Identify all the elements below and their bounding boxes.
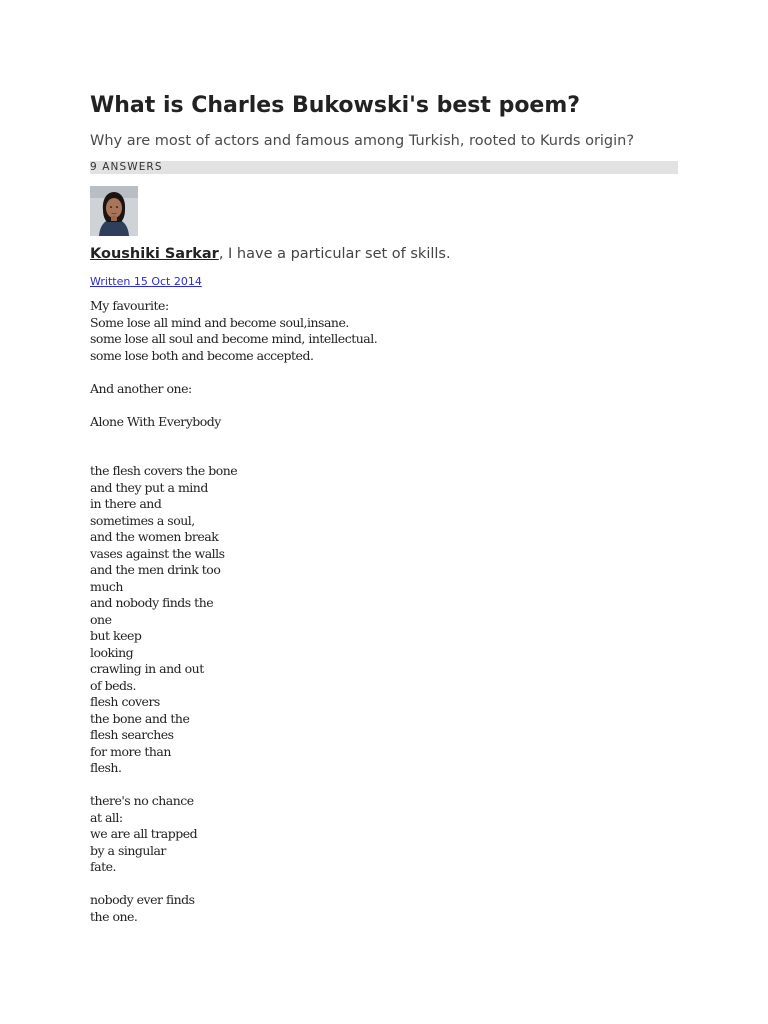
answer-text-line: Some lose all mind and become soul,insane. xyxy=(90,314,349,330)
answer-text-line xyxy=(90,364,650,381)
answer-text-line: for more than xyxy=(90,743,171,759)
answers-header-bar xyxy=(90,161,678,174)
author-name-link[interactable]: Koushiki Sarkar xyxy=(90,246,219,262)
answer-text-line: the flesh covers the bone xyxy=(90,463,238,478)
answer-text-line: vases against the walls xyxy=(90,545,225,561)
answer-text-line xyxy=(90,397,650,414)
answer-text-line: one xyxy=(90,611,112,627)
answer-text-line: and the men drink too xyxy=(90,562,221,577)
answer-text-line: My favourite: xyxy=(90,298,169,313)
answers-count-label: 9 ANSWERS xyxy=(90,161,163,173)
answer-text-line: much xyxy=(90,578,123,594)
answer-text-line: and they put a mind xyxy=(90,479,208,495)
answer-text-line xyxy=(90,447,650,464)
answer-text-line: by a singular xyxy=(90,842,166,858)
answer-text-line: flesh covers xyxy=(90,694,160,709)
answer-text-line: fate. xyxy=(90,859,116,874)
written-date-link[interactable]: Written 15 Oct 2014 xyxy=(90,275,202,288)
answer-text-line: and the women break xyxy=(90,529,219,544)
question-title[interactable]: What is Charles Bukowski's best poem? xyxy=(90,93,581,118)
author-avatar[interactable] xyxy=(90,186,138,236)
answer-text-line xyxy=(90,876,650,893)
answer-text-line: the bone and the xyxy=(90,710,190,726)
answer-text-line: some lose all soul and become mind, intellectual. xyxy=(90,331,378,346)
answer-text-line: and nobody finds the xyxy=(90,595,214,610)
answer-text-line: Alone With Everybody xyxy=(90,413,221,429)
answer-text-line: the one. xyxy=(90,908,138,924)
answer-text-line: in there and xyxy=(90,496,162,511)
author-bio: , I have a particular set of skills. xyxy=(218,246,451,262)
answer-text-line: some lose both and become accepted. xyxy=(90,347,314,363)
answer-text-line: nobody ever finds xyxy=(90,892,195,907)
author-photo-icon xyxy=(90,186,138,236)
answer-text-line: flesh searches xyxy=(90,727,174,742)
answer-text-line: at all: xyxy=(90,809,123,825)
related-question-link[interactable]: Why are most of actors and famous among Turkish, rooted to Kurds origin? xyxy=(90,133,635,149)
answer-text-line: there's no chance xyxy=(90,793,194,808)
author-credential xyxy=(90,243,451,265)
answer-text-line xyxy=(90,430,650,447)
answer-text-line: sometimes a soul, xyxy=(90,512,195,528)
answer-text-line: flesh. xyxy=(90,760,122,775)
answer-text-line: looking xyxy=(90,644,134,660)
answer-text-line: And another one: xyxy=(90,380,192,396)
answer-text-line: crawling in and out xyxy=(90,661,204,676)
answer-text xyxy=(90,298,650,925)
answer-text-line: we are all trapped xyxy=(90,826,198,841)
answer-text-line: of beds. xyxy=(90,677,136,693)
answer-text-line: but keep xyxy=(90,628,142,643)
answer-text-line xyxy=(90,777,650,794)
